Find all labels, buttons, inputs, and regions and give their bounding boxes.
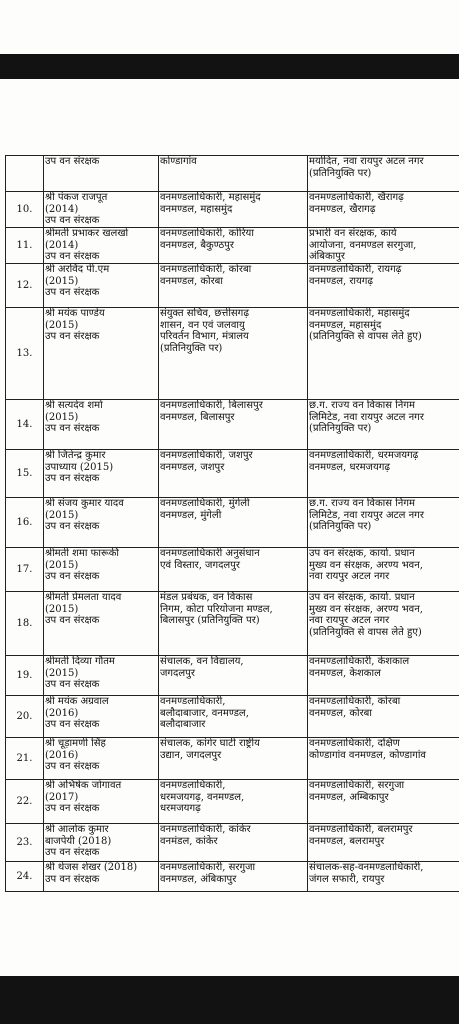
new-posting-cell bbox=[308, 738, 459, 780]
current-posting-line: संचालक, वन विद्यालय, bbox=[160, 656, 244, 667]
officer-cell bbox=[44, 738, 159, 780]
new-posting-cell bbox=[308, 308, 459, 400]
current-posting-line: वनमण्डल, जशपुर bbox=[160, 461, 225, 473]
current-posting-cell bbox=[159, 498, 308, 548]
top-dark-band bbox=[0, 54, 459, 79]
serial-number-cell bbox=[6, 400, 44, 450]
transfer-orders-table bbox=[5, 155, 459, 892]
table-row bbox=[6, 264, 459, 308]
officer-line: श्री आलोक कुमार bbox=[45, 824, 109, 835]
officer-line: (2015) bbox=[45, 411, 79, 423]
serial-number-cell bbox=[6, 656, 44, 696]
new-posting-cell bbox=[308, 264, 459, 308]
serial-number: 15. bbox=[16, 467, 33, 479]
new-posting-line: नवा रायपुर अटल नगर bbox=[309, 615, 390, 626]
officer-line: बाजपेयी (2018) bbox=[45, 835, 112, 847]
current-posting-line: परिवर्तन विभाग, मंत्रालय bbox=[160, 331, 249, 342]
officer-line: श्री अभिषेक जोगावत bbox=[45, 780, 122, 791]
serial-number: 10. bbox=[16, 203, 33, 215]
current-posting-line: धरमजयगढ़ bbox=[160, 803, 201, 814]
current-posting-line: वनमण्डल, महासमुंद bbox=[160, 203, 233, 215]
table-row bbox=[6, 228, 459, 264]
officer-line: उप वन संरक्षक bbox=[45, 615, 100, 626]
current-posting-cell bbox=[159, 450, 308, 498]
current-posting-line: वनमण्डलाधिकारी अनुसंधान bbox=[160, 548, 260, 559]
serial-number: 21. bbox=[16, 752, 33, 764]
officer-line: (2015) bbox=[45, 603, 79, 615]
new-posting-line: (प्रतिनियुक्ति पर) bbox=[309, 423, 372, 434]
new-posting-line: वनमण्डलाधिकारी, धरमजयगढ़ bbox=[309, 450, 419, 461]
officer-line: (2014) bbox=[45, 239, 79, 251]
officer-line: श्री थेजस शेखर (2018) bbox=[45, 862, 138, 873]
officer-cell bbox=[44, 592, 159, 656]
current-posting-line: वनमण्डलाधिकारी, बिलासपुर bbox=[160, 400, 263, 411]
new-posting-line: मुख्य वन संरक्षक, अरण्य भवन, bbox=[309, 559, 423, 571]
new-posting-cell: मर्यादित, नवा रायपुर अटल नगर (प्रतिनियुक्ति पर) bbox=[308, 156, 459, 192]
current-posting-line: वनमण्डल, अंबिकापुर bbox=[160, 873, 237, 885]
current-posting-line: शासन, वन एवं जलवायु bbox=[160, 319, 245, 331]
current-posting-cell bbox=[159, 264, 308, 308]
new-posting-line: वनमण्डल, केशकाल bbox=[309, 667, 381, 679]
officer-line: उप वन संरक्षक bbox=[45, 215, 100, 226]
serial-number-cell bbox=[6, 228, 44, 264]
new-posting-line: कोण्डागांव वनमण्डल, कोण्डागांव bbox=[309, 749, 426, 761]
officer-line: श्रीमती दिव्या गौतम bbox=[45, 656, 115, 667]
current-posting-line: वनमण्डल, बिलासपुर bbox=[160, 411, 235, 423]
officer-cell: उप वन संरक्षक bbox=[44, 156, 159, 192]
officer-cell bbox=[44, 656, 159, 696]
current-posting-line: मंडल प्रबंधक, वन विकास bbox=[160, 592, 253, 603]
current-posting-line: वनमंडल, कांकेर bbox=[160, 835, 218, 847]
serial-number: 13. bbox=[16, 347, 33, 359]
new-posting-line: अंबिकापुर bbox=[309, 251, 345, 262]
current-posting-line: वनमण्डल, कोरबा bbox=[160, 275, 223, 287]
current-posting-cell bbox=[159, 400, 308, 450]
new-posting-line: छ.ग. राज्य वन विकास निगम bbox=[309, 498, 415, 509]
officer-line: उप वन संरक्षक bbox=[45, 761, 100, 772]
serial-number: 24. bbox=[16, 870, 33, 882]
officer-line: उप वन संरक्षक bbox=[45, 803, 100, 814]
officer-line: उप वन संरक्षक bbox=[45, 473, 100, 484]
serial-number-cell bbox=[6, 824, 44, 862]
current-posting-cell bbox=[159, 780, 308, 824]
table-row bbox=[6, 780, 459, 824]
table-row bbox=[6, 824, 459, 862]
officer-line: (2015) bbox=[45, 667, 79, 679]
officer-line: उप वन संरक्षक bbox=[45, 521, 100, 532]
new-posting-cell bbox=[308, 592, 459, 656]
officer-line: (2017) bbox=[45, 791, 79, 803]
officer-line: उप वन संरक्षक bbox=[45, 331, 100, 342]
officer-line: उप वन संरक्षक bbox=[45, 423, 100, 434]
current-posting-line: धरमजयगढ़, वनमण्डल, bbox=[160, 791, 245, 803]
new-posting-cell bbox=[308, 498, 459, 548]
serial-number-cell bbox=[6, 450, 44, 498]
serial-number-cell bbox=[6, 192, 44, 228]
new-posting-line: छ.ग. राज्य वन विकास निगम bbox=[309, 400, 415, 411]
serial-number: 23. bbox=[16, 836, 33, 848]
officer-cell bbox=[44, 862, 159, 892]
current-posting-cell bbox=[159, 308, 308, 400]
officer-line: उप वन संरक्षक bbox=[45, 847, 100, 858]
top-scan-border bbox=[0, 0, 459, 78]
officer-cell bbox=[44, 192, 159, 228]
officer-line: उप वन संरक्षक bbox=[45, 873, 100, 885]
serial-number: 20. bbox=[16, 710, 33, 722]
new-posting-cell bbox=[308, 696, 459, 738]
table-row bbox=[6, 498, 459, 548]
new-posting-line: (प्रतिनियुक्ति से वापस लेते हुए) bbox=[309, 331, 422, 342]
serial-number-cell bbox=[6, 548, 44, 592]
officer-line: श्री मयंक पाण्डेय bbox=[45, 308, 105, 319]
current-posting-line: बिलासपुर (प्रतिनियुक्ति पर) bbox=[160, 615, 260, 626]
serial-number: 14. bbox=[16, 418, 33, 430]
new-posting-line: वनमण्डलाधिकारी, सरगुजा bbox=[309, 780, 405, 791]
current-posting-line: बलौदाबाजार bbox=[160, 719, 206, 730]
officer-line: श्रीमती प्रभाकर खलखो bbox=[45, 228, 129, 239]
table-row bbox=[6, 696, 459, 738]
new-posting-line: वनमण्डलाधिकारी, केशकाल bbox=[309, 656, 410, 667]
new-posting-line: वनमण्डलाधिकारी, कोरबा bbox=[309, 696, 401, 707]
officer-cell bbox=[44, 264, 159, 308]
new-posting-cell bbox=[308, 780, 459, 824]
new-posting-cell bbox=[308, 824, 459, 862]
new-posting-cell bbox=[308, 400, 459, 450]
new-posting-line: वनमण्डल, अम्बिकापुर bbox=[309, 791, 389, 803]
officer-cell bbox=[44, 498, 159, 548]
current-posting-line: वनमण्डलाधिकारी, महासमुंद bbox=[160, 192, 261, 203]
new-posting-line: वनमण्डल, महासमुंद bbox=[309, 319, 382, 331]
new-posting-cell bbox=[308, 450, 459, 498]
table-row bbox=[6, 548, 459, 592]
new-posting-line: वनमण्डल, रायगढ़ bbox=[309, 275, 374, 287]
current-posting-line: वनमण्डल, बैकुण्ठपुर bbox=[160, 239, 234, 251]
officer-line: (2015) bbox=[45, 275, 79, 287]
serial-number: 17. bbox=[16, 563, 33, 575]
table-row bbox=[6, 308, 459, 400]
new-posting-line: (प्रतिनियुक्ति पर) bbox=[309, 521, 372, 532]
new-posting-line: वनमण्डल, धरमजयगढ़ bbox=[309, 461, 391, 473]
new-posting-line: उप वन संरक्षक, कार्या. प्रधान bbox=[309, 592, 415, 603]
new-posting-cell bbox=[308, 192, 459, 228]
serial-number: 19. bbox=[16, 669, 33, 681]
table-row bbox=[6, 656, 459, 696]
officer-line: श्री पंकज राजपूत bbox=[45, 192, 108, 203]
new-posting-line: वनमण्डल, कोरबा bbox=[309, 707, 372, 719]
officer-cell bbox=[44, 548, 159, 592]
document-page bbox=[0, 79, 459, 976]
serial-number-cell bbox=[6, 862, 44, 892]
current-posting-cell bbox=[159, 824, 308, 862]
serial-number-cell bbox=[6, 738, 44, 780]
officer-line: (2015) bbox=[45, 319, 79, 331]
new-posting-line: वनमण्डल, बलरामपुर bbox=[309, 835, 385, 847]
officer-line: श्री मयंक अग्रवाल bbox=[45, 696, 109, 707]
new-posting-line: वनमण्डलाधिकारी, महासमुंद bbox=[309, 308, 410, 319]
new-posting-line: वनमण्डलाधिकारी, खैरागढ़ bbox=[309, 192, 404, 203]
table-row bbox=[6, 862, 459, 892]
current-posting-line: वनमण्डलाधिकारी, मुंगेली bbox=[160, 498, 250, 509]
current-posting-line: (प्रतिनियुक्ति पर) bbox=[160, 342, 223, 354]
new-posting-line: लिमिटेड, नवा रायपुर अटल नगर bbox=[309, 411, 424, 423]
current-posting-cell: कोण्डागांव bbox=[159, 156, 308, 192]
officer-cell bbox=[44, 400, 159, 450]
officer-cell bbox=[44, 228, 159, 264]
officer-line: (2015) bbox=[45, 559, 79, 571]
officer-line: उपाध्याय (2015) bbox=[45, 461, 114, 473]
officer-line: उप वन संरक्षक bbox=[45, 287, 100, 298]
officer-line: श्रीमती प्रेमलता यादव bbox=[45, 592, 122, 603]
current-posting-line: वनमण्डल, मुंगेली bbox=[160, 509, 222, 521]
serial-number: 18. bbox=[16, 617, 33, 629]
current-posting-line: वनमण्डलाधिकारी, सरगुजा bbox=[160, 862, 256, 873]
current-posting-cell bbox=[159, 228, 308, 264]
new-posting-line: जंगल सफारी, रायपुर bbox=[309, 873, 385, 885]
current-posting-line: उद्यान, जगदलपुर bbox=[160, 749, 222, 761]
officer-cell bbox=[44, 824, 159, 862]
officer-line: श्रीमती शमा फारूकी bbox=[45, 548, 120, 559]
current-posting-cell bbox=[159, 548, 308, 592]
serial-cell bbox=[6, 156, 44, 192]
officer-line: श्री संजय कुमार यादव bbox=[45, 498, 124, 509]
serial-number-cell bbox=[6, 780, 44, 824]
new-posting-line: वनमण्डलाधिकारी, बलरामपुर bbox=[309, 824, 413, 835]
new-posting-line: आयोजना, वनमण्डल सरगुजा, bbox=[309, 239, 417, 251]
current-posting-cell bbox=[159, 696, 308, 738]
bottom-dark-band bbox=[0, 976, 459, 1024]
current-posting-line: वनमण्डलाधिकारी, कोरबा bbox=[160, 264, 252, 275]
officer-line: (2016) bbox=[45, 749, 79, 761]
current-posting-cell bbox=[159, 862, 308, 892]
table-row bbox=[6, 450, 459, 498]
serial-number-cell bbox=[6, 696, 44, 738]
officer-line: उप वन संरक्षक bbox=[45, 719, 100, 730]
table-row bbox=[6, 738, 459, 780]
officer-line: उप वन संरक्षक bbox=[45, 251, 100, 262]
current-posting-cell bbox=[159, 656, 308, 696]
officer-cell bbox=[44, 450, 159, 498]
current-posting-cell bbox=[159, 592, 308, 656]
new-posting-line: (प्रतिनियुक्ति से वापस लेते हुए) bbox=[309, 626, 422, 638]
new-posting-cell bbox=[308, 548, 459, 592]
current-posting-line: संचालक, कांगेर घाटी राष्ट्रीय bbox=[160, 738, 260, 749]
serial-number: 11. bbox=[16, 239, 33, 251]
officer-line: उप वन संरक्षक bbox=[45, 679, 100, 690]
current-posting-line: एवं विस्तार, जगदलपुर bbox=[160, 559, 240, 571]
current-posting-line: जगदलपुर bbox=[160, 667, 195, 679]
officer-line: (2015) bbox=[45, 509, 79, 521]
current-posting-line: निगम, कोटा परियोजना मण्डल, bbox=[160, 603, 273, 615]
continued-header-row bbox=[6, 156, 459, 192]
serial-number-cell bbox=[6, 498, 44, 548]
current-posting-line: वनमण्डलाधिकारी, जशपुर bbox=[160, 450, 253, 461]
serial-number: 16. bbox=[16, 516, 33, 528]
serial-number: 12. bbox=[16, 279, 33, 291]
new-posting-line: प्रभारी वन संरक्षक, कार्य bbox=[309, 228, 397, 239]
serial-number: 22. bbox=[16, 795, 33, 807]
new-posting-line: संचालक-सह-वनमण्डलाधिकारी, bbox=[309, 862, 424, 873]
new-posting-line: नवा रायपुर अटल नगर bbox=[309, 571, 390, 582]
officer-line: उप वन संरक्षक bbox=[45, 571, 100, 582]
current-posting-line: बलौदाबाजार, वनमण्डल, bbox=[160, 707, 249, 719]
new-posting-line: वनमण्डलाधिकारी, रायगढ़ bbox=[309, 264, 402, 275]
officer-cell bbox=[44, 696, 159, 738]
serial-number-cell bbox=[6, 308, 44, 400]
new-posting-cell bbox=[308, 228, 459, 264]
table-row bbox=[6, 592, 459, 656]
officer-line: श्री चूड़ामणी सिंह bbox=[45, 738, 106, 749]
new-posting-cell bbox=[308, 656, 459, 696]
new-posting-line: लिमिटेड, नवा रायपुर अटल नगर bbox=[309, 509, 424, 521]
new-posting-cell bbox=[308, 862, 459, 892]
serial-number-cell bbox=[6, 592, 44, 656]
officer-line: श्री सत्यदेव शर्मा bbox=[45, 400, 103, 411]
current-posting-line: वनमण्डलाधिकारी, कोरिया bbox=[160, 228, 254, 239]
officer-line: श्री अरविंद पी.एम bbox=[45, 264, 110, 275]
serial-number-cell bbox=[6, 264, 44, 308]
new-posting-line: मुख्य वन संरक्षक, अरण्य भवन, bbox=[309, 603, 423, 615]
table-row bbox=[6, 192, 459, 228]
new-posting-line: वनमण्डलाधिकारी, दक्षिण bbox=[309, 738, 400, 749]
current-posting-line: वनमण्डलाधिकारी, कांकेर bbox=[160, 824, 251, 835]
officer-line: (2016) bbox=[45, 707, 79, 719]
current-posting-line: वनमण्डलाधिकारी, bbox=[160, 696, 226, 707]
current-posting-line: वनमण्डलाधिकारी, bbox=[160, 780, 226, 791]
table-row bbox=[6, 400, 459, 450]
new-posting-line: उप वन संरक्षक, कार्या. प्रधान bbox=[309, 548, 415, 559]
current-posting-cell bbox=[159, 192, 308, 228]
officer-line: श्री जितेन्द्र कुमार bbox=[45, 450, 106, 461]
officer-cell bbox=[44, 308, 159, 400]
new-posting-line: वनमण्डल, खैरागढ़ bbox=[309, 203, 376, 215]
current-posting-cell bbox=[159, 738, 308, 780]
officer-line: (2014) bbox=[45, 203, 79, 215]
current-posting-line: संयुक्त सचिव, छत्तीसगढ़ bbox=[160, 308, 249, 319]
officer-cell bbox=[44, 780, 159, 824]
